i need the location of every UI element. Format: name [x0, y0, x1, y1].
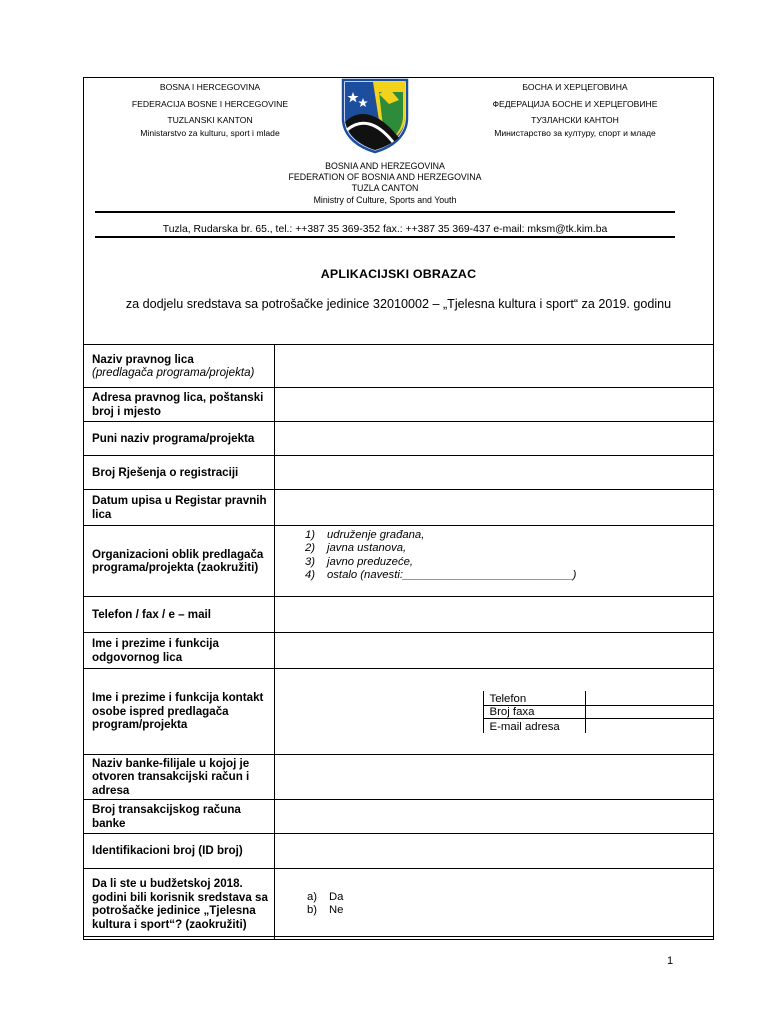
header-divider-bottom	[95, 236, 675, 238]
table-row	[84, 755, 714, 800]
header-right-canton: ТУЗЛАНСКИ КАНТОН	[531, 115, 619, 125]
header-right-federation: ФЕДЕРАЦИЈА БОСНЕ И ХЕРЦЕГОВИНЕ	[492, 99, 658, 109]
header-divider-top	[95, 211, 675, 213]
label-kontakt-fax: Broj faxa	[483, 705, 585, 718]
header-left-ministry: Ministarstvo za kulturu, sport i mlade	[140, 128, 280, 138]
table-row	[84, 869, 714, 940]
form-subtitle: za dodjelu sredstava sa potrošačke jedinice 32010002 – „Tjelesna kultura i sport“ za 2019. godinu	[125, 297, 672, 311]
coat-of-arms-logo	[339, 78, 411, 154]
header-left-federation: FEDERACIJA BOSNE I HERCEGOVINE	[131, 99, 289, 109]
label-kontakt-email: E-mail adresa	[483, 718, 585, 733]
label-naziv-main: Naziv pravnog lica	[92, 352, 194, 366]
table-row	[84, 800, 714, 834]
table-row	[84, 526, 714, 597]
input-kontakt-email[interactable]	[585, 718, 713, 733]
label-organizacioni-oblik: Organizacioni oblik predlagača programa/projekta (zaokružiti)	[84, 526, 275, 597]
input-kontakt-fax[interactable]	[585, 705, 713, 718]
input-rjesenje[interactable]	[275, 456, 714, 490]
option-da[interactable]: a) Da	[307, 890, 344, 903]
org-option[interactable]: 2) javna ustanova,	[305, 542, 407, 555]
application-form-table	[83, 344, 714, 940]
yes-no-cell	[275, 869, 714, 940]
label-telefon-fax-email: Telefon / fax / e – mail	[84, 597, 275, 633]
header-left-country: BOSNA I HERCEGOVINA	[159, 82, 261, 92]
label-banka: Naziv banke-filijale u kojoj je otvoren transakcijski račun i adresa	[84, 755, 275, 800]
label-transakcijski-racun: Broj transakcijskog računa banke	[84, 800, 275, 834]
table-row	[84, 834, 714, 869]
header-center-ministry: Ministry of Culture, Sports and Youth	[313, 195, 457, 205]
label-puni-naziv: Puni naziv programa/projekta	[84, 422, 275, 456]
input-puni-naziv[interactable]	[275, 422, 714, 456]
label-datum-upisa: Datum upisa u Registar pravnih lica	[84, 490, 275, 526]
org-options-cell	[275, 526, 714, 597]
label-naziv-sub: (predlagača programa/projekta)	[92, 366, 255, 379]
input-adresa[interactable]	[275, 388, 714, 422]
org-options-list	[275, 529, 713, 583]
option-ne[interactable]: b) Ne	[307, 904, 344, 916]
header-right-country: БОСНА И ХЕРЦЕГОВИНА	[522, 82, 628, 92]
kontakt-subtable	[275, 691, 713, 733]
table-row	[84, 422, 714, 456]
header-address: Tuzla, Rudarska br. 65., tel.: ++387 35 369-352 fax.: ++387 35 369-437 e-mail: mksm@tk.kim.ba	[162, 224, 608, 235]
label-rjesenje: Broj Rješenja o registraciji	[84, 456, 275, 490]
org-option[interactable]: 1) udruženje građana,	[305, 529, 425, 541]
input-banka[interactable]	[275, 755, 714, 800]
table-row	[84, 490, 714, 526]
input-telefon-fax-email[interactable]	[275, 597, 714, 633]
racun-digits-cell	[275, 800, 714, 834]
yes-no-options	[275, 891, 713, 918]
table-row	[84, 456, 714, 490]
page-number: 1	[667, 955, 674, 967]
input-naziv-pravnog-lica[interactable]	[275, 345, 714, 388]
label-adresa: Adresa pravnog lica, poštanski broj i mjesto	[84, 388, 275, 422]
kontakt-cell	[275, 669, 714, 755]
org-option[interactable]: 4) ostalo (navesti:___________________________)	[305, 569, 577, 582]
label-naziv-pravnog-lica	[84, 345, 275, 388]
id-digits-cell	[275, 834, 714, 869]
table-row	[84, 597, 714, 633]
header-center-canton: TUZLA CANTON	[351, 183, 419, 193]
input-datum-upisa[interactable]	[275, 490, 714, 526]
table-row	[84, 345, 714, 388]
header-right-ministry: Министарство за културу, спорт и младе	[494, 128, 656, 138]
label-kontakt-osoba: Ime i prezime i funkcija kontakt osobe ispred predlagača program/projekta	[84, 669, 275, 755]
input-odgovorno-lice[interactable]	[275, 633, 714, 669]
header-center-federation: FEDERATION OF BOSNIA AND HERZEGOVINA	[288, 172, 482, 182]
input-kontakt-osoba[interactable]	[275, 691, 483, 733]
table-row	[84, 669, 714, 755]
form-title: APLIKACIJSKI OBRAZAC	[320, 267, 477, 281]
table-row	[84, 388, 714, 422]
header-left-canton: TUZLANSKI KANTON	[167, 115, 253, 125]
input-kontakt-telefon[interactable]	[585, 691, 713, 706]
label-odgovorno-lice: Ime i prezime i funkcija odgovornog lica	[84, 633, 275, 669]
label-korisnik-2018: Da li ste u budžetskoj 2018. godini bili korisnik sredstava sa potrošačke jedinice „Tjelesna kultura i sport“? (zaokružiti)	[84, 869, 275, 940]
label-id-broj: Identifikacioni broj (ID broj)	[84, 834, 275, 869]
org-option[interactable]: 3) javno preduzeće,	[305, 555, 414, 568]
table-row	[84, 633, 714, 669]
label-kontakt-telefon: Telefon	[483, 691, 585, 706]
header-center-country: BOSNIA AND HERZEGOVINA	[325, 161, 445, 171]
